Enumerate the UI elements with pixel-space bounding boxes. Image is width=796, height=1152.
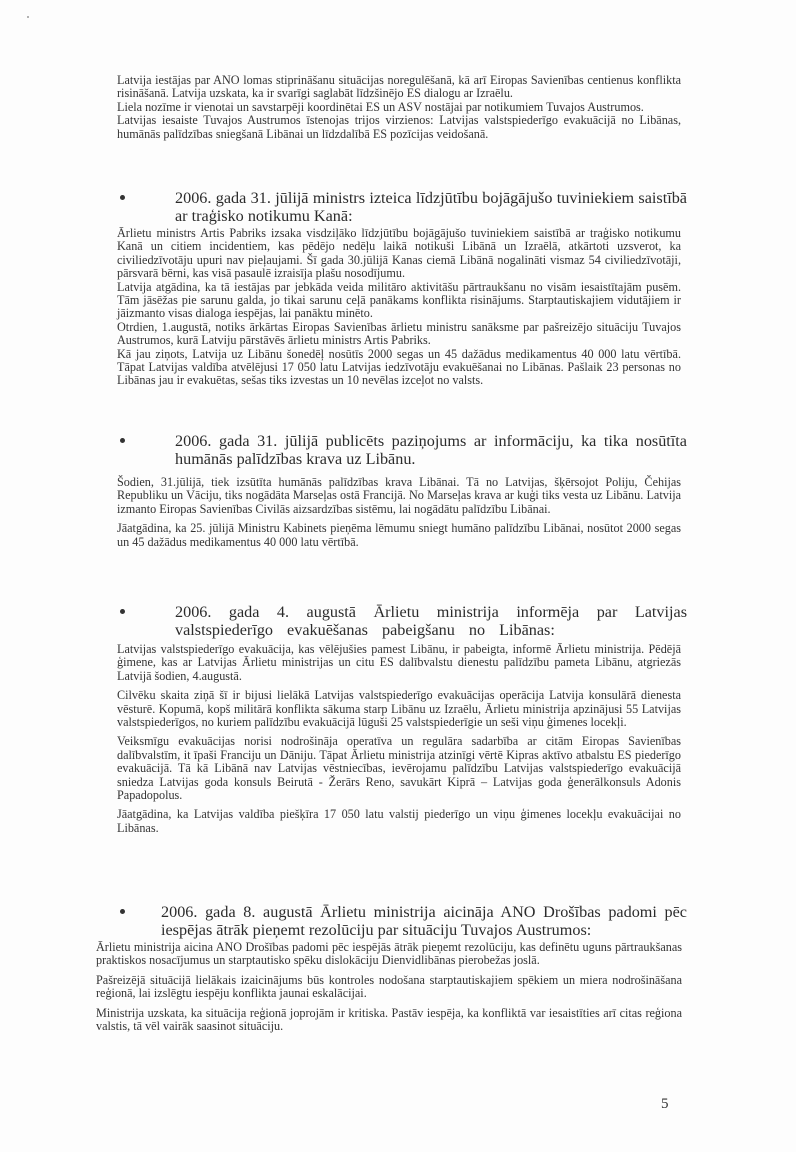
section-heading-text: 2006. gada 31. jūlijā ministrs izteica līdzjūtību bojāgājušo tuviniekiem saistībā ar traģisko notikumu Kanā:	[175, 189, 687, 225]
section-body	[117, 476, 681, 549]
page-number: 5	[661, 1096, 669, 1112]
section-body	[117, 643, 681, 835]
section-heading	[117, 603, 687, 639]
section-paragraph: Ministrija uzskata, ka situācija reģionā joprojām ir kritiska. Pastāv iespēja, ka konfliktā var iesaistīties arī citas reģiona valstis, tā vēl vairāk saasinot situāciju.	[96, 1005, 682, 1034]
section-heading	[117, 432, 687, 468]
section-paragraph: Kā jau ziņots, Latvija uz Libānu šonedēļ nosūtīs 2000 segas un 45 dažādus medikamentus 40 000 latu vērtībā. Tāpat Latvijas valdība atvēlējusi 17 050 latu Latvijas iedzīvotāju evakuēšanai no Libānas. Pašlaik 23 personas no Libānas jau ir evakuētas, sešas tiks izvestas un 10 nevēlas izceļot no valsts.	[117, 346, 681, 388]
section-heading-text: 2006. gada 4. augustā Ārlietu ministrija informēja par Latvijas valstspiederīgo evakuēšanas pabeigšanu no Libānas:	[175, 603, 687, 639]
section-paragraph: Veiksmīgu evakuācijas norisi nodrošināja operatīva un regulāra sadarbība ar citām Eiropas Savienības dalībvalstīm, it īpaši Franciju un Dāniju. Tāpat Ārlietu ministrija atzinīgi vērtē Kipras aktīvo atbalstu ES piederīgo evakuācijā. Tā kā Libānā nav Latvijas vēstniecības, ievērojamu palīdzību Latvijas valstspiederīgo evakuācijā sniedza Latvijas goda konsuls Beirutā - Žerārs Reno, savukārt Kiprā – Latvijas goda ģenerālkonsuls Adonis Papadopolus.	[117, 734, 681, 803]
section-body	[117, 227, 681, 388]
section-paragraph: Pašreizējā situācijā lielākais izaicinājums būs kontroles nodošana starptautiskajiem spēkiem un miera nodrošināšana reģionā, lai izslēgtu iespēju konflikta jaunai eskalācijai.	[96, 972, 682, 1001]
section-heading	[117, 189, 687, 225]
section-paragraph: Otrdien, 1.augustā, notiks ārkārtas Eiropas Savienības ārlietu ministru sanāksme par pašreizējo situāciju Tuvajos Austrumos, kurā Latviju pārstāvēs ārlietu ministrs Artis Pabriks.	[117, 319, 681, 348]
section-heading-text: 2006. gada 31. jūlijā publicēts paziņojums ar informāciju, ka tika nosūtīta humānās palīdzības krava uz Libānu.	[175, 432, 687, 468]
bullet-icon	[117, 189, 177, 207]
section-paragraph: Latvijas valstspiederīgo evakuācija, kas vēlējušies pamest Libānu, ir pabeigta, informē Ārlietu ministrija. Pēdējā ģimene, kas ar Latvijas Ārlietu ministrijas un citu ES dalībvalstu dienestu palīdzību pameta Libānu, atgriezās Latvijā šodien, 4.augustā.	[117, 642, 681, 683]
section-paragraph: Ārlietu ministrs Artis Pabriks izsaka visdziļāko līdzjūtību bojāgājušo tuviniekiem saistībā ar traģisko notikumu Kanā un citiem incidentiem, kas pēdējo nedēļu laikā notikuši Libānā un Izraēlā, atkārtoti uzsverot, ka civiliedzīvotāju upuri nav pieļaujami. Šī gada 30.jūlijā Kanas ciemā Libānā nogalināti vismaz 54 civiliedzīvotāji, pārsvarā bērni, kas visā pasaulē izraisīja plašu nosodījumu.	[117, 226, 681, 281]
section-paragraph: Jāatgādina, ka 25. jūlijā Ministru Kabinets pieņēma lēmumu sniegt humāno palīdzību Libānai, nosūtot 2000 segas un 45 dažādus medikamentus 40 000 latu vērtībā.	[117, 521, 681, 549]
section-paragraph: Latvija atgādina, ka tā iestājas par jebkāda veida militāro aktivitāšu pārtraukšanu no visām iesaistītajām pusēm. Tām jāsēžas pie sarunu galda, jo tikai sarunu ceļā panākams konflikta risinājums. Starptautiskajiem vidutājiem ir jāizmanto visas dialoga iespējas, lai panāktu minēto.	[117, 279, 681, 321]
scan-speck	[27, 16, 29, 18]
section-heading-text: 2006. gada 8. augustā Ārlietu ministrija aicināja ANO Drošības padomi pēc iespējas ātrāk pieņemt rezolūciju par situāciju Tuvajos Austrumos:	[161, 903, 687, 939]
bullet-icon	[117, 903, 177, 921]
bullet-icon	[117, 603, 177, 621]
intro-block	[117, 74, 681, 141]
intro-paragraph: Latvija iestājas par ANO lomas stiprināšanu situācijas noregulēšanā, kā arī Eiropas Savienības centienus konflikta risināšanā. Latvija uzskata, ka ir svarīgi saglabāt līdzšinējo ES dialogu ar Izraēlu.	[117, 73, 681, 101]
section-heading	[117, 903, 687, 939]
section-paragraph: Cilvēku skaita ziņā šī ir bijusi lielākā Latvijas valstspiederīgo evakuācijas operācija Latvija konsulārā dienesta vēsturē. Kopumā, kopš militārā konflikta sākuma starp Libānu uz Izraēlu, Ārlietu ministrija apzinājusi 55 Latvijas valstspiederīgos, no kuriem palīdzību evakuācijā lūguši 25 valstspiederīgie un seši viņu ģimenes locekļi.	[117, 688, 681, 730]
bullet-icon	[117, 432, 177, 450]
section-body	[96, 941, 682, 1033]
intro-paragraph: Liela nozīme ir vienotai un savstarpēji koordinētai ES un ASV nostājai par notikumiem Tuvajos Austrumos.	[117, 99, 644, 114]
section-paragraph: Jāatgādina, ka Latvijas valdība piešķīra 17 050 latu valstij piederīgo un viņu ģimenes locekļu evakuācijai no Libānas.	[117, 807, 681, 835]
section-paragraph: Ārlietu ministrija aicina ANO Drošības padomi pēc iespējās ātrāk pieņemt rezolūciju, kas definētu uguns pārtraukšanas praktiskos nosacījumus un starptautisko spēku dislokāciju Dienvidlibānas pierobežas joslā.	[96, 940, 682, 968]
section-paragraph: Šodien, 31.jūlijā, tiek izsūtīta humānās palīdzības krava Libānai. Tā no Latvijas, šķērsojot Poliju, Čehijas Republiku un Vāciju, tiks nogādāta Marseļas ostā Francijā. No Marseļas krava ar kuģi tiks vesta uz Libānu. Latvija izmanto Eiropas Savienības Civilās aizsardzības sistēmu, lai nogādātu palīdzību Libānai.	[117, 475, 681, 516]
intro-paragraph: Latvijas iesaiste Tuvajos Austrumos īstenojas trijos virzienos: Latvijas valstspiederīgo evakuācijā no Libānas, humānās palīdzības sniegšanā Libānai un līdzdalībā ES pozīcijas veidošanā.	[117, 113, 681, 141]
